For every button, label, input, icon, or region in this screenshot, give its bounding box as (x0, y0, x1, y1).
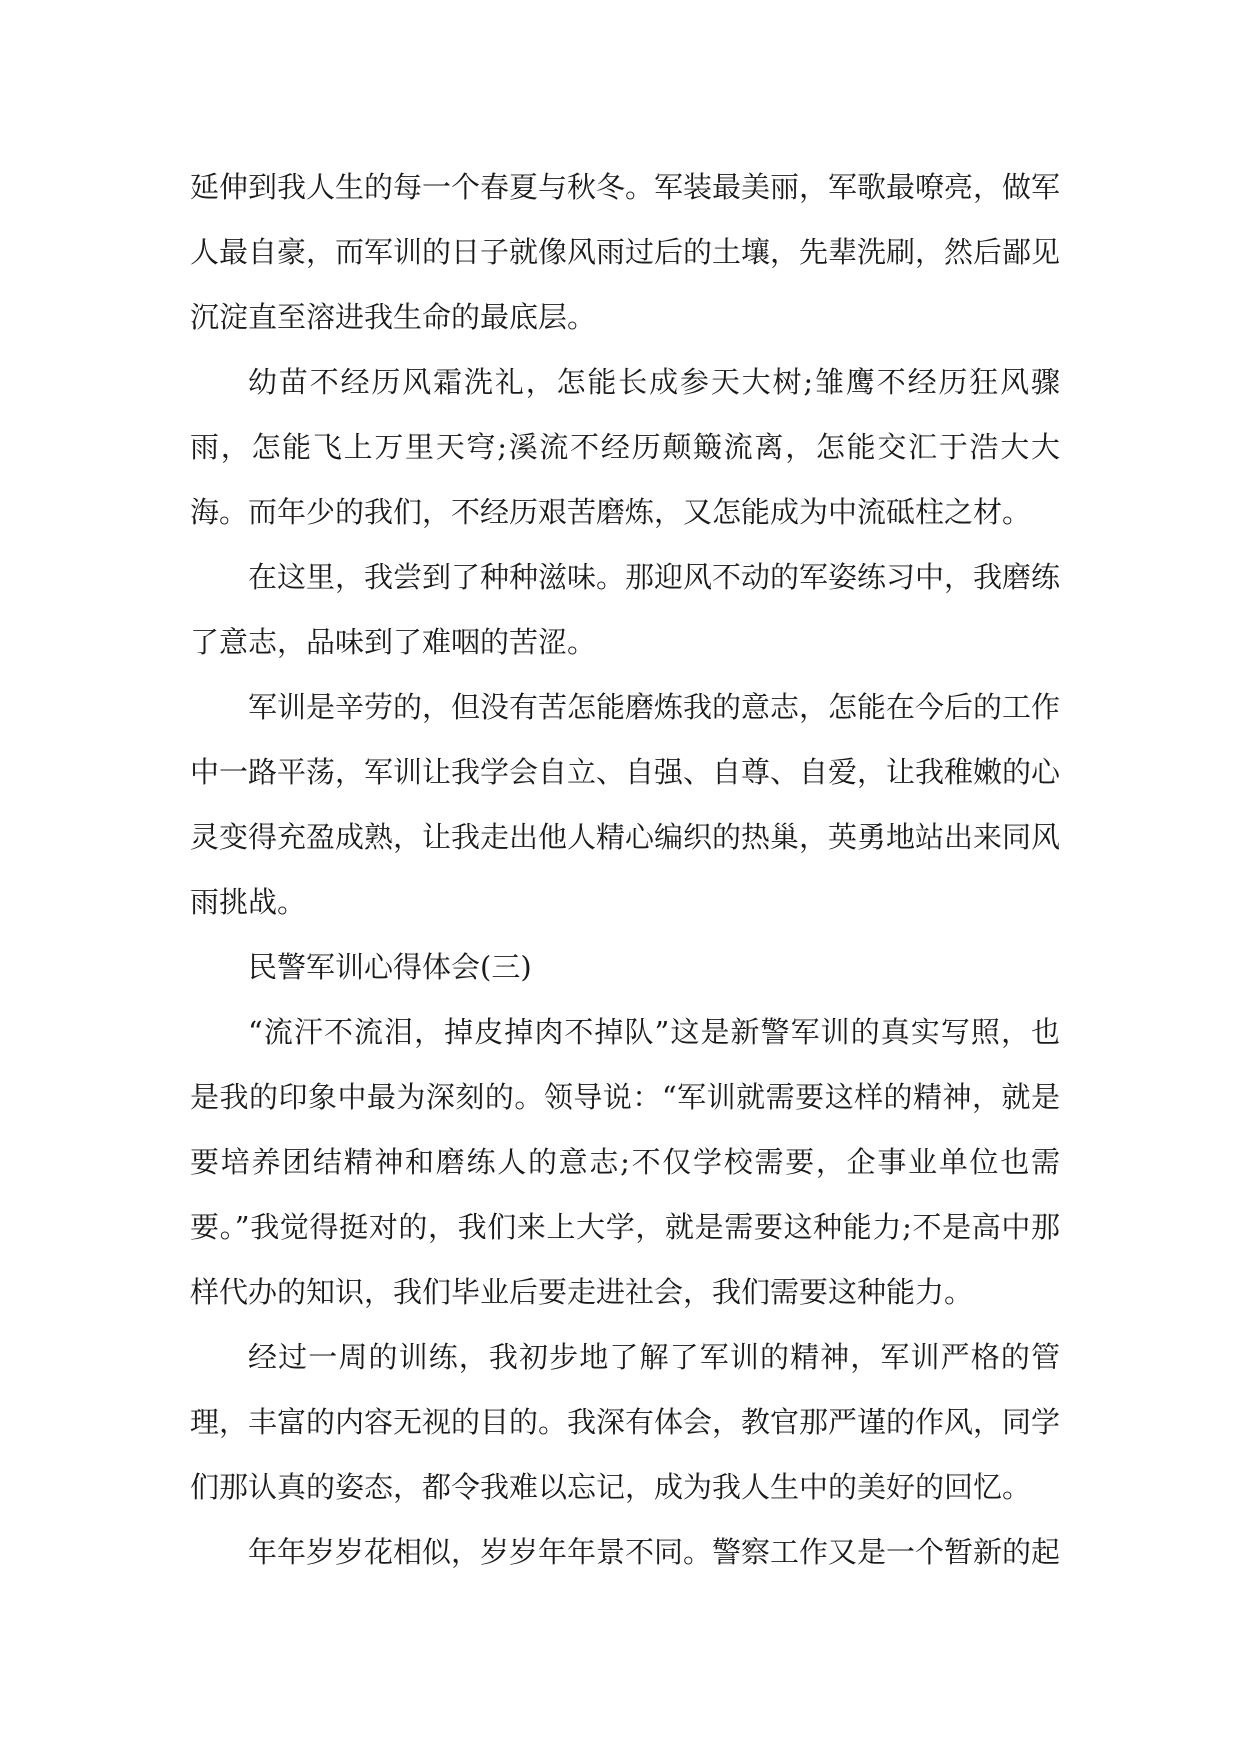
paragraph-continuation: 延伸到我人生的每一个春夏与秋冬。军装最美丽，军歌最嘹亮，做军人最自豪，而军训的日子就像风雨过后的土壤，先辈洗刷，然后鄙见沉淀直至溶进我生命的最底层。 (190, 170, 1061, 334)
paragraph: “流汗不流泪，掉皮掉肉不掉队”这是新警军训的真实写照，也是我的印象中最为深刻的。领导说：“军训就需要这样的精神，就是要培养团结精神和磨练人的意志;不仅学校需要，企事业单位也需要。”我觉得挺对的，我们来上大学，就是需要这种能力;不是高中那样代办的知识，我们毕业后要走进社会，我们需要这种能力。 (190, 1015, 1060, 1309)
paragraph: 年年岁岁花相似，岁岁年年景不同。警察工作又是一个暂新的起 (248, 1535, 1061, 1569)
section-heading: 民警军训心得体会(三) (248, 950, 532, 984)
paragraph: 军训是辛劳的，但没有苦怎能磨炼我的意志，怎能在今后的工作中一路平荡，军训让我学会自立、自强、自尊、自爱，让我稚嫩的心灵变得充盈成熟，让我走出他人精心编织的热巢，英勇地站出来同风雨挑战。 (190, 690, 1061, 919)
paragraph: 经过一周的训练，我初步地了解了军训的精神，军训严格的管理，丰富的内容无视的目的。我深有体会，教官那严谨的作风，同学们那认真的姿态，都令我难以忘记，成为我人生中的美好的回忆。 (190, 1340, 1061, 1504)
paragraph: 在这里，我尝到了种种滋味。那迎风不动的军姿练习中，我磨练了意志，品味到了难咽的苦涩。 (190, 560, 1061, 659)
document-body (190, 155, 1060, 1585)
paragraph: 幼苗不经历风霜洗礼，怎能长成参天大树;雏鹰不经历狂风骤雨，怎能飞上万里天穹;溪流不经历颠簸流离，怎能交汇于浩大大海。而年少的我们，不经历艰苦磨炼，又怎能成为中流砥柱之材。 (190, 365, 1060, 529)
